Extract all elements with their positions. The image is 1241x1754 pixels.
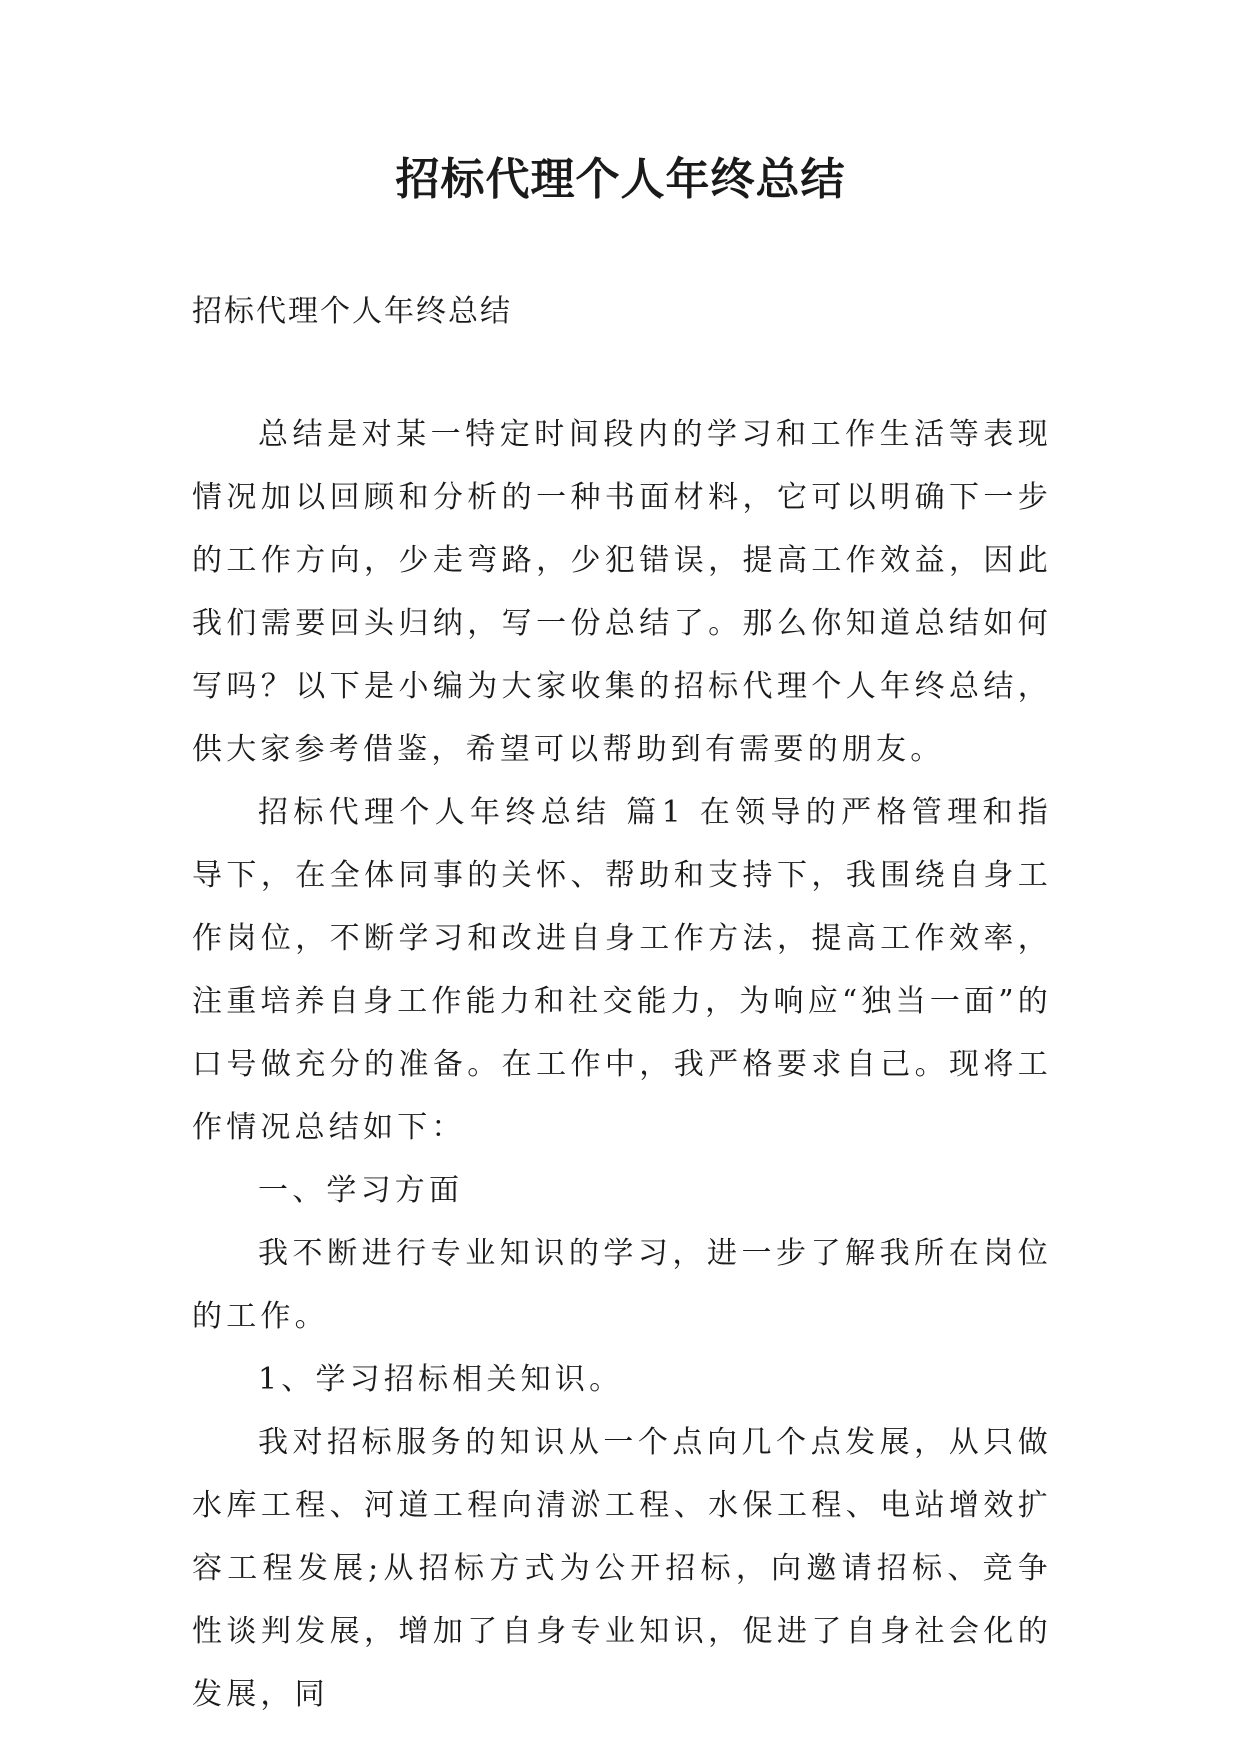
paragraph-study: 我不断进行专业知识的学习，进一步了解我所在岗位的工作。 — [192, 1236, 1052, 1334]
paragraph-tender-knowledge: 我对招标服务的知识从一个点向几个点发展，从只做水库工程、河道工程向清淤工程、水保工程、电站增效扩容工程发展;从招标方式为公开招标，向邀请招标、竞争性谈判发展，增加了自身专业知识，促进了自身社会化的发展，同 — [192, 1425, 1052, 1712]
document-title: 招标代理个人年终总结 — [395, 154, 846, 205]
document-subtitle: 招标代理个人年终总结 — [192, 294, 512, 329]
paragraph-intro: 总结是对某一特定时间段内的学习和工作生活等表现情况加以回顾和分析的一种书面材料，它可以明确下一步的工作方向，少走弯路，少犯错误，提高工作效益，因此我们需要回头归纳，写一份总结了。那么你知道总结如何写吗？以下是小编为大家收集的招标代理个人年终总结，供大家参考借鉴，希望可以帮助到有需要的朋友。 — [192, 417, 1052, 767]
document-body — [192, 403, 1052, 1726]
heading-tender-knowledge: 1、学习招标相关知识。 — [258, 1362, 624, 1397]
heading-study: 一、学习方面 — [258, 1173, 464, 1208]
paragraph-section-1-intro: 招标代理个人年终总结 篇1 在领导的严格管理和指导下，在全体同事的关怀、帮助和支持下，我围绕自身工作岗位，不断学习和改进自身工作方法，提高工作效率，注重培养自身工作能力和社交能力，为响应“独当一面”的口号做充分的准备。在工作中，我严格要求自己。现将工作情况总结如下： — [192, 795, 1052, 1145]
